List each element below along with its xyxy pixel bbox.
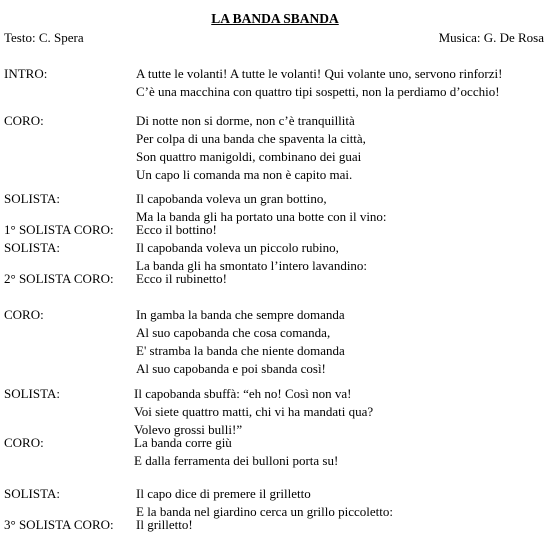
section-lyrics [136, 65, 502, 101]
lyric-line: Son quattro manigoldi, combinano dei guai [136, 149, 362, 164]
section-lyrics [136, 306, 345, 378]
lyric-line: Per colpa di una banda che spaventa la città, [136, 131, 366, 146]
section-role-label: CORO: [4, 435, 44, 450]
lyric-line: Di notte non si dorme, non c’è tranquillità [136, 113, 355, 128]
lyric-line: Al suo capobanda e poi sbanda così! [136, 361, 326, 376]
lyric-line: C’è una macchina con quattro tipi sospetti, non la perdiamo d’occhio! [136, 84, 500, 99]
lyric-line: E la banda nel giardino cerca un grillo piccoletto: [136, 504, 394, 519]
lyric-line: La banda gli ha smontato l’intero lavandino: [136, 258, 368, 273]
lyric-line: Al suo capobanda che cosa comanda, [136, 325, 331, 340]
section-role-label: CORO: [4, 113, 44, 128]
section-lyrics [134, 385, 373, 439]
section-lyrics [136, 270, 227, 288]
lyric-line: Volevo grossi bulli!” [134, 422, 243, 437]
section-lyrics [136, 516, 193, 534]
section-role-label: SOLISTA: [4, 240, 61, 255]
lyric-line: Il capobanda voleva un gran bottino, [136, 191, 327, 206]
music-author-credit: Musica: G. De Rosa [438, 30, 544, 45]
section-role-label: 3° SOLISTA CORO: [4, 517, 114, 532]
section-lyrics [134, 434, 338, 470]
lyric-line: La banda corre giù [134, 435, 232, 450]
lyric-line: Ecco il bottino! [136, 222, 217, 237]
section-role-label: 2° SOLISTA CORO: [4, 271, 114, 286]
lyric-line: Ecco il rubinetto! [136, 271, 227, 286]
lyrics-author-credit: Testo: C. Spera [4, 30, 84, 45]
lyric-line: A tutte le volanti! A tutte le volanti! Qui volante uno, servono rinforzi! [136, 66, 503, 81]
section-role-label: SOLISTA: [4, 386, 61, 401]
section-role-label: INTRO: [4, 66, 48, 81]
song-title: LA BANDA SBANDA [211, 11, 339, 26]
section-role-label: SOLISTA: [4, 191, 61, 206]
lyric-line: Voi siete quattro matti, chi vi ha mandati qua? [134, 404, 374, 419]
section-role-label: CORO: [4, 307, 44, 322]
lyric-line: In gamba la banda che sempre domanda [136, 307, 345, 322]
lyric-line: Il grilletto! [136, 517, 193, 532]
section-lyrics [136, 112, 366, 184]
lyric-line: E' stramba la banda che niente domanda [136, 343, 345, 358]
lyric-line: Il capobanda voleva un piccolo rubino, [136, 240, 339, 255]
section-role-label: 1° SOLISTA CORO: [4, 222, 114, 237]
lyric-line: Il capo dice di premere il grilletto [136, 486, 311, 501]
section-role-label: SOLISTA: [4, 486, 61, 501]
lyric-line: E dalla ferramenta dei bulloni porta su! [134, 453, 339, 468]
lyric-line: Un capo li comanda ma non è capito mai. [136, 167, 353, 182]
lyric-line: Il capobanda sbuffà: “eh no! Così non va! [134, 386, 352, 401]
section-lyrics [136, 221, 217, 239]
lyric-line: Ma la banda gli ha portato una botte con il vino: [136, 209, 387, 224]
